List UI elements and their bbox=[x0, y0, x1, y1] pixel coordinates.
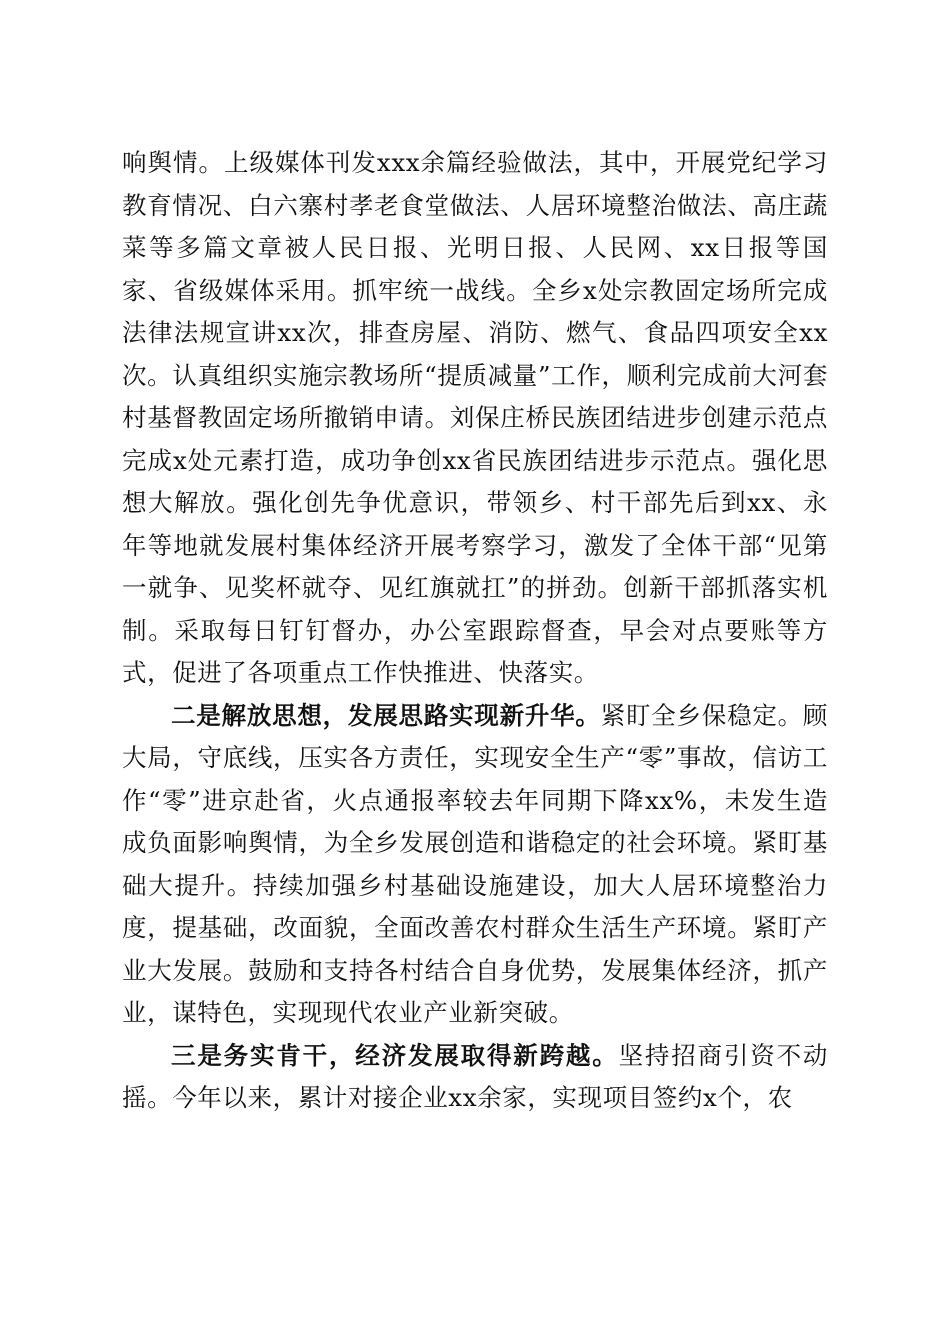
paragraph-text: 坚持招商引资不动摇。今年以来，累计对接企业xx余家，实现项目签约x个，农 bbox=[122, 1040, 828, 1112]
paragraph-continued bbox=[122, 142, 828, 695]
paragraph-two bbox=[122, 695, 828, 1035]
paragraph-three bbox=[122, 1035, 828, 1120]
paragraph-text: 紧盯全乡保稳定。顾大局，守底线，压实各方责任，实现安全生产“零”事故，信访工作“零”进京赴省，火点通报率较去年同期下降xx%，未发生造成负面影响舆情，为全乡发展创造和谐稳定的社会环境。紧盯基础大提升。持续加强乡村基础设施建设，加大人居环境整治力度，提基础，改面貌，全面改善农村群众生活生产环境。紧盯产业大发展。鼓励和支持各村结合自身优势，发展集体经济，抓产业，谋特色，实现现代农业产业新突破。 bbox=[122, 700, 828, 1027]
paragraph-heading: 三是务实肯干，经济发展取得新跨越。 bbox=[171, 1040, 619, 1070]
paragraph-heading: 二是解放思想，发展思路实现新升华。 bbox=[171, 700, 601, 730]
body-text bbox=[122, 142, 828, 1120]
paragraph-text: 响舆情。上级媒体刊发xxx余篇经验做法，其中，开展党纪学习教育情况、白六寨村孝老食堂做法、人居环境整治做法、高庄蔬菜等多篇文章被人民日报、光明日报、人民网、xx日报等国家、省级媒体采用。抓牢统一战线。全乡x处宗教固定场所完成法律法规宣讲xx次，排查房屋、消防、燃气、食品四项安全xx次。认真组织实施宗教场所“提质减量”工作，顺利完成前大河套村基督教固定场所撤销申请。刘保庄桥民族团结进步创建示范点完成x处元素打造，成功争创xx省民族团结进步示范点。强化思想大解放。强化创先争优意识，带领乡、村干部先后到xx、永年等地就发展村集体经济开展考察学习，激发了全体干部“见第一就争、见奖杯就夺、见红旗就扛”的拼劲。创新干部抓落实机制。采取每日钉钉督办，办公室跟踪督查，早会对点要账等方式，促进了各项重点工作快推进、快落实。 bbox=[122, 148, 828, 687]
